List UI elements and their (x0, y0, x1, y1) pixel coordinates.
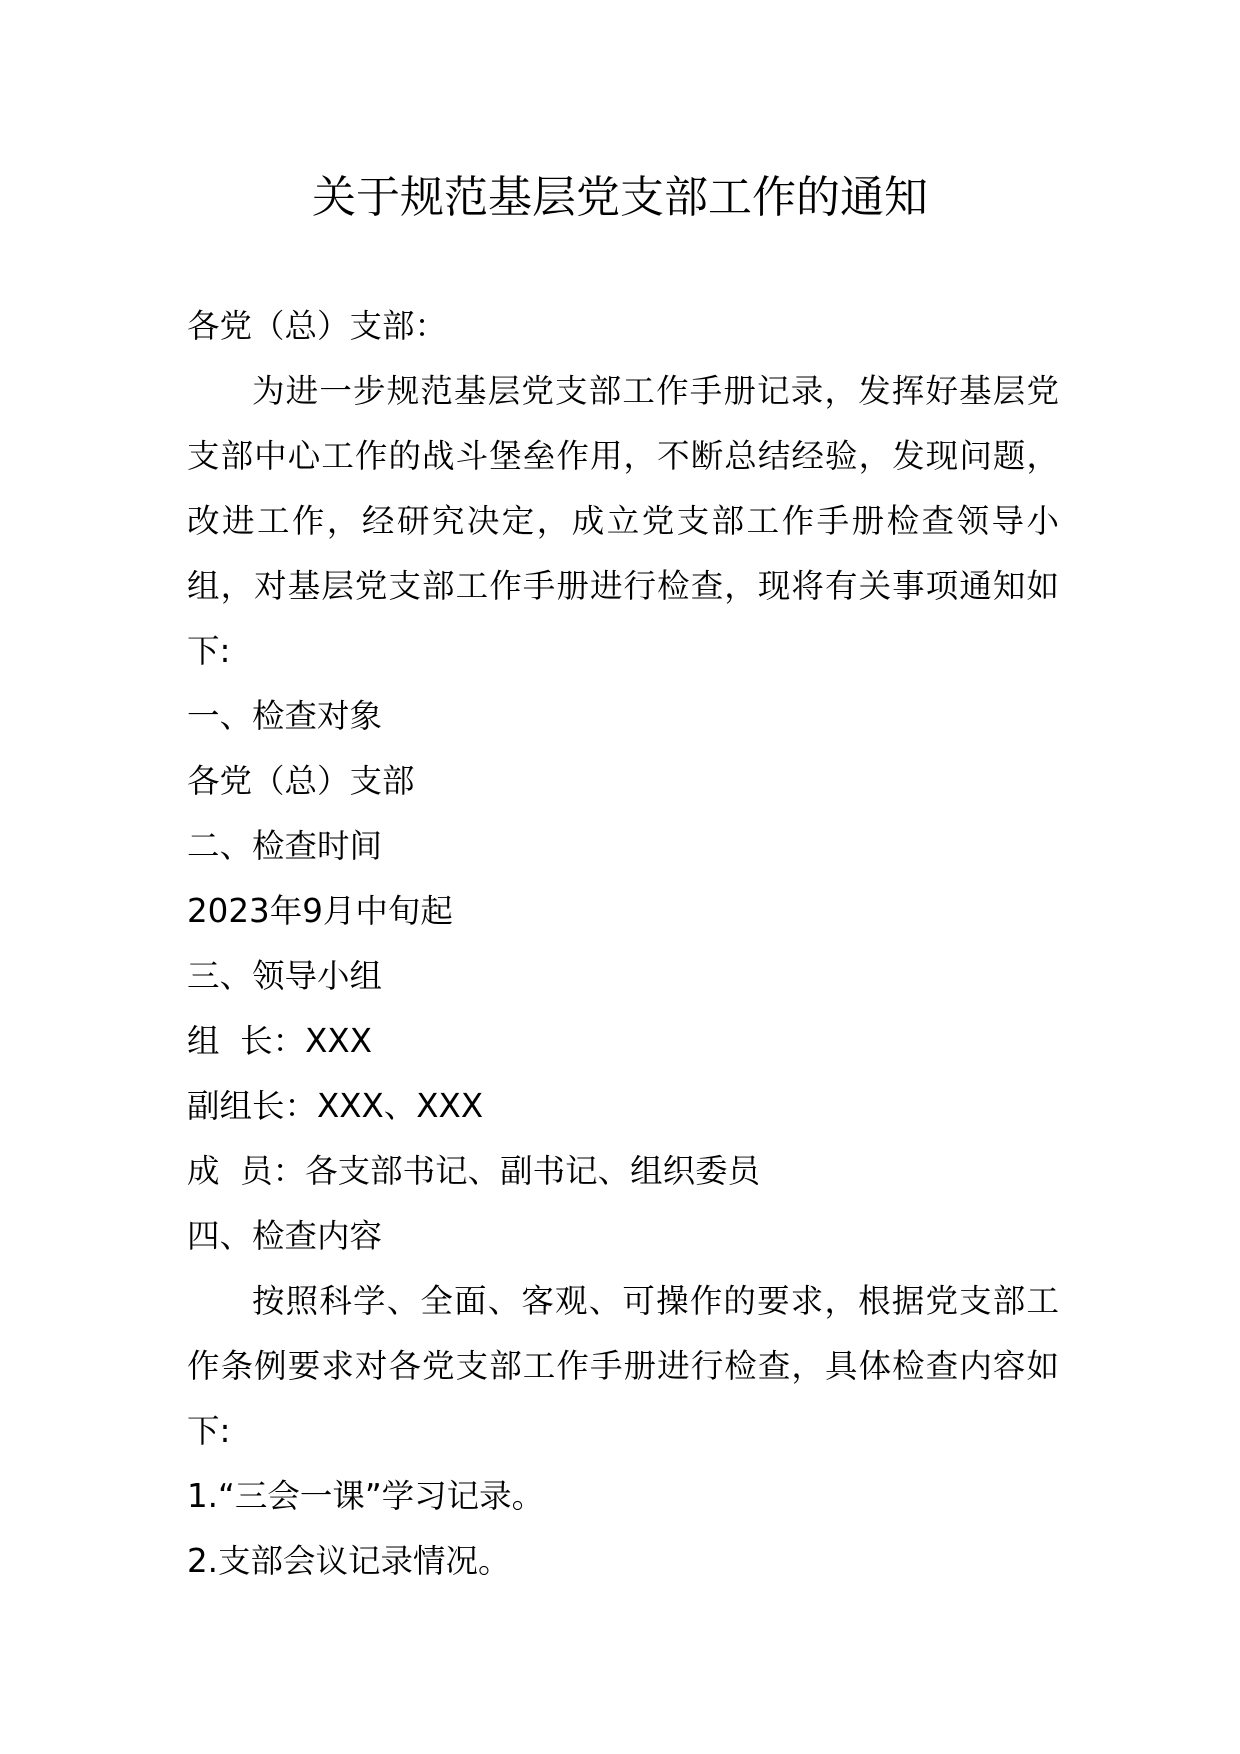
section-text-objects: 各党（总）支部 (187, 762, 415, 800)
salutation: 各党（总）支部： (187, 307, 448, 345)
section-heading-time: 二、检查时间 (187, 827, 383, 865)
group-members-line: 成 员：各支部书记、副书记、组织委员 (187, 1152, 761, 1190)
intro-paragraph: 为进一步规范基层党支部工作手册记录，发挥好基层党支部中心工作的战斗堡垒作用，不断总结经验，发现问题，改进工作，经研究决定，成立党支部工作手册检查领导小组，对基层党支部工作手册进行检查，现将有关事项通知如下: (187, 372, 1059, 670)
section-heading-content: 四、检查内容 (187, 1217, 383, 1255)
content-paragraph: 按照科学、全面、客观、可操作的要求，根据党支部工作条例要求对各党支部工作手册进行检查，具体检查内容如下: (187, 1282, 1059, 1450)
group-deputy-line: 副组长：XXX、XXX (187, 1087, 484, 1125)
document-title: 关于规范基层党支部工作的通知 (312, 172, 928, 223)
group-leader-line: 组 长：XXX (187, 1022, 372, 1060)
document-body (187, 294, 1059, 1594)
section-text-time: 2023年9月中旬起 (187, 892, 453, 930)
section-heading-objects: 一、检查对象 (187, 697, 383, 735)
content-item-1: 1.“三会一课”学习记录。 (187, 1477, 545, 1515)
section-heading-group: 三、领导小组 (187, 957, 383, 995)
content-item-2: 2.支部会议记录情况。 (187, 1542, 511, 1580)
